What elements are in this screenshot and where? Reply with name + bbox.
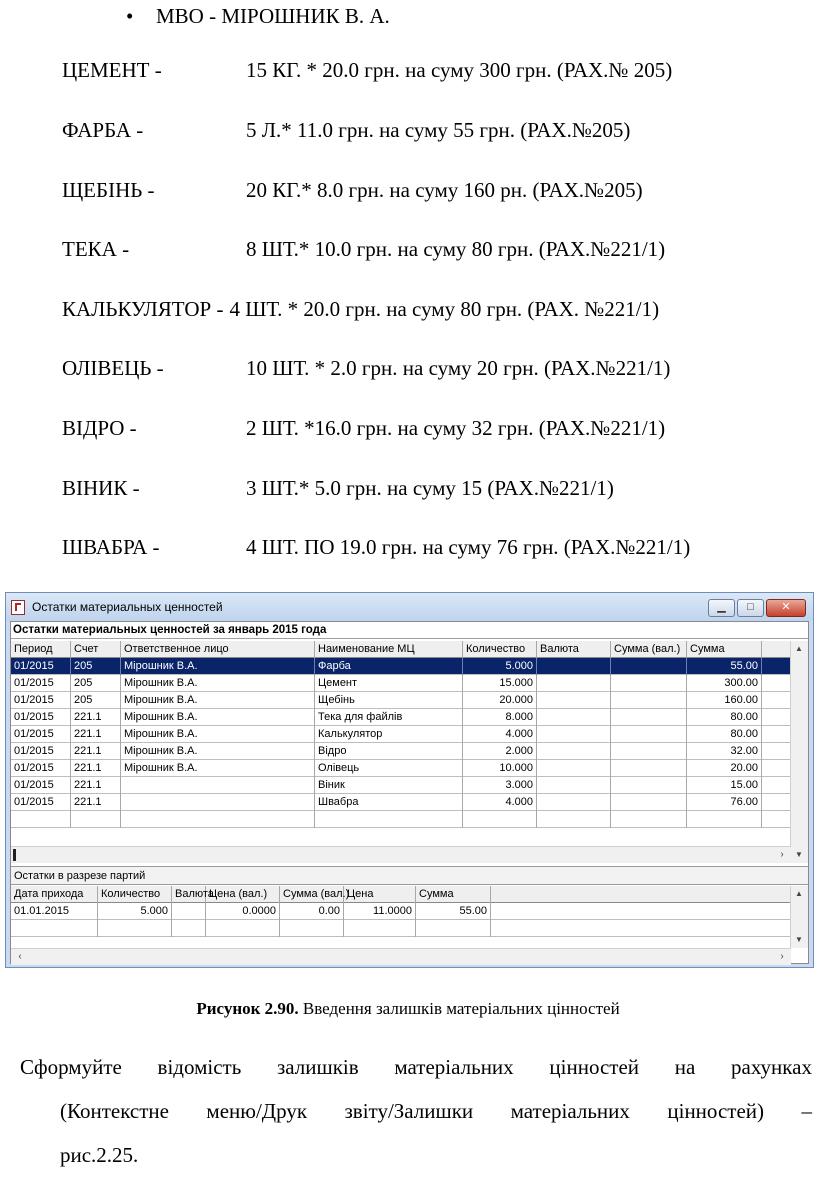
table-cell[interactable]: 160.00 — [687, 692, 762, 709]
material-detail: 10 ШТ. * 2.0 грн. на суму 20 грн. (РАХ.№221/1) — [246, 356, 671, 380]
table-cell[interactable]: 55.00 — [416, 903, 491, 920]
material-line — [62, 535, 691, 563]
table-row[interactable] — [11, 903, 791, 920]
table-cell[interactable]: Олівець — [315, 760, 463, 777]
table-cell[interactable] — [71, 811, 121, 828]
table-row[interactable] — [11, 709, 791, 726]
minimize-button[interactable] — [708, 599, 735, 617]
table-cell[interactable]: 300.00 — [687, 675, 762, 692]
close-button[interactable] — [766, 599, 806, 617]
table-cell[interactable] — [537, 777, 611, 794]
table-header — [11, 641, 791, 658]
table-cell[interactable]: Щебінь — [315, 692, 463, 709]
table-cell[interactable]: 15.00 — [687, 777, 762, 794]
table-cell[interactable]: Мірошник В.А. — [121, 709, 315, 726]
column-header[interactable]: Валюта — [172, 886, 206, 903]
table-cell[interactable] — [11, 920, 98, 937]
table-cell[interactable]: 11.0000 — [344, 903, 416, 920]
table-cell[interactable] — [611, 692, 687, 709]
table-cell[interactable]: 221.1 — [71, 777, 121, 794]
column-header[interactable]: Сумма (вал.) — [280, 886, 344, 903]
table-cell[interactable]: Мірошник В.А. — [121, 743, 315, 760]
instruction-paragraph — [20, 1045, 812, 1177]
column-header[interactable]: Период — [11, 641, 71, 658]
table-cell[interactable]: Калькулятор — [315, 726, 463, 743]
table-cell[interactable] — [537, 675, 611, 692]
table-cell[interactable]: 01/2015 — [11, 760, 71, 777]
table-cell[interactable] — [537, 794, 611, 811]
table-cell[interactable] — [537, 743, 611, 760]
main-hscroll[interactable] — [11, 846, 791, 863]
table-cell[interactable] — [611, 794, 687, 811]
table-cell[interactable] — [537, 811, 611, 828]
material-detail: 8 ШТ.* 10.0 грн. на суму 80 грн. (РАХ.№221/1) — [246, 237, 666, 261]
table-row[interactable] — [11, 743, 791, 760]
material-name: ФАРБА - — [62, 118, 144, 142]
table-cell[interactable]: 8.000 — [463, 709, 537, 726]
paragraph-word: – — [801, 1099, 812, 1123]
material-line — [62, 416, 666, 444]
paragraph-word: Сформуйте — [20, 1055, 122, 1079]
table-cell[interactable]: 221.1 — [71, 794, 121, 811]
column-header[interactable]: Наименование МЦ — [315, 641, 463, 658]
table-cell[interactable] — [121, 777, 315, 794]
maximize-icon: □ — [747, 601, 754, 613]
table-cell[interactable]: 20.00 — [687, 760, 762, 777]
sub-hscroll[interactable] — [11, 948, 791, 965]
table-cell[interactable] — [172, 920, 206, 937]
sub-section-title: Остатки в разрезе партий — [11, 866, 808, 885]
paragraph-word: на — [674, 1055, 696, 1079]
scroll-left-icon[interactable]: ‹ — [18, 951, 22, 962]
material-detail: 4 ШТ. ПО 19.0 грн. на суму 76 грн. (РАХ.№221/1) — [246, 535, 691, 559]
material-detail: 5 Л.* 11.0 грн. на суму 55 грн. (РАХ.№205) — [246, 118, 631, 142]
table-cell[interactable] — [687, 811, 762, 828]
table-cell[interactable] — [611, 726, 687, 743]
table-cell[interactable]: 80.00 — [687, 709, 762, 726]
table-cell[interactable]: Швабра — [315, 794, 463, 811]
table-cell[interactable] — [611, 658, 687, 675]
paragraph-line-1 — [20, 1045, 812, 1089]
table-cell[interactable] — [98, 920, 172, 937]
table-cell[interactable]: 205 — [71, 658, 121, 675]
minimize-icon: ▁ — [717, 601, 726, 613]
table-cell[interactable]: 10.000 — [463, 760, 537, 777]
table-cell[interactable] — [315, 811, 463, 828]
table-cell[interactable]: 5.000 — [463, 658, 537, 675]
material-line — [62, 356, 671, 384]
table-cell[interactable]: 0.00 — [280, 903, 344, 920]
table-cell[interactable] — [11, 811, 71, 828]
sub-vscroll[interactable] — [790, 886, 808, 948]
batches-table — [11, 886, 791, 937]
table-cell[interactable]: 4.000 — [463, 794, 537, 811]
main-vscroll[interactable] — [790, 641, 808, 863]
app-icon — [11, 600, 25, 615]
column-header[interactable]: Счет — [71, 641, 121, 658]
paragraph-word: матеріальних — [394, 1055, 514, 1079]
table-cell[interactable] — [611, 709, 687, 726]
table-cell[interactable]: 221.1 — [71, 743, 121, 760]
remains-table — [11, 641, 791, 828]
material-detail: 15 КГ. * 20.0 грн. на суму 300 грн. (РАХ.№ 205) — [246, 58, 673, 82]
paragraph-word: відомість — [157, 1055, 242, 1079]
table-cell[interactable]: 3.000 — [463, 777, 537, 794]
material-name: ВІДРО - — [62, 416, 137, 440]
table-cell[interactable]: 01/2015 — [11, 726, 71, 743]
caption-label: Рисунок 2.90. — [196, 999, 299, 1018]
table-cell[interactable]: 205 — [71, 692, 121, 709]
material-name: ОЛІВЕЦЬ - — [62, 356, 164, 380]
material-line — [62, 237, 666, 265]
material-detail: 20 КГ.* 8.0 грн. на суму 160 рн. (РАХ.№205) — [246, 178, 643, 202]
table-cell[interactable]: 2.000 — [463, 743, 537, 760]
section-title: Остатки материальных ценностей за январь 2015 года — [11, 622, 808, 639]
table-cell[interactable]: 5.000 — [98, 903, 172, 920]
table-cell[interactable]: 01/2015 — [11, 794, 71, 811]
table-cell[interactable]: 0.0000 — [206, 903, 280, 920]
table-cell[interactable]: 01/2015 — [11, 692, 71, 709]
scroll-down-icon[interactable]: ▼ — [795, 850, 803, 859]
column-header[interactable]: Ответственное лицо — [121, 641, 315, 658]
table-row[interactable] — [11, 692, 791, 709]
table-row[interactable] — [11, 726, 791, 743]
window-titlebar[interactable] — [6, 593, 813, 621]
table-cell[interactable] — [280, 920, 344, 937]
table-cell[interactable]: 221.1 — [71, 760, 121, 777]
table-cell[interactable]: 01/2015 — [11, 743, 71, 760]
table-row[interactable] — [11, 794, 791, 811]
table-cell[interactable] — [537, 709, 611, 726]
paragraph-word: меню/Друк — [206, 1099, 308, 1123]
column-header[interactable]: Сумма (вал.) — [611, 641, 687, 658]
figure-caption — [0, 999, 816, 1019]
table-cell[interactable] — [611, 743, 687, 760]
table-cell[interactable] — [537, 726, 611, 743]
table-cell[interactable] — [537, 760, 611, 777]
table-cell[interactable]: 205 — [71, 675, 121, 692]
table-cell[interactable] — [537, 692, 611, 709]
table-row[interactable] — [11, 760, 791, 777]
table-cell[interactable]: Віник — [315, 777, 463, 794]
material-name: ШВАБРА - — [62, 535, 160, 559]
scroll-right-icon[interactable]: › — [780, 849, 784, 860]
table-cell[interactable]: 01.01.2015 — [11, 903, 98, 920]
table-row[interactable] — [11, 658, 791, 675]
table-cell[interactable] — [611, 777, 687, 794]
table-cell[interactable]: 221.1 — [71, 709, 121, 726]
paragraph-word: залишків — [277, 1055, 359, 1079]
empty-row[interactable] — [11, 920, 791, 937]
material-line — [62, 58, 673, 86]
table-cell[interactable]: Мірошник В.А. — [121, 692, 315, 709]
table-cell[interactable]: 01/2015 — [11, 777, 71, 794]
scroll-down-icon[interactable]: ▼ — [795, 935, 803, 944]
table-cell[interactable]: 01/2015 — [11, 675, 71, 692]
maximize-button[interactable] — [737, 599, 764, 617]
hscroll-thumb[interactable] — [13, 849, 16, 861]
table-cell[interactable] — [121, 811, 315, 828]
table-cell[interactable] — [463, 811, 537, 828]
table-cell[interactable]: Відро — [315, 743, 463, 760]
table-cell[interactable]: Фарба — [315, 658, 463, 675]
table-cell[interactable]: 4.000 — [463, 726, 537, 743]
remains-window — [5, 592, 814, 968]
window-client — [10, 621, 809, 964]
table-cell[interactable]: 221.1 — [71, 726, 121, 743]
table-cell[interactable]: 76.00 — [687, 794, 762, 811]
table-cell[interactable] — [344, 920, 416, 937]
material-name: ТЕКА - — [62, 237, 130, 261]
scroll-up-icon[interactable]: ▲ — [795, 889, 803, 898]
table-cell[interactable]: 15.000 — [463, 675, 537, 692]
material-line — [62, 297, 659, 325]
column-header[interactable]: Дата прихода — [11, 886, 98, 903]
table-row[interactable] — [11, 675, 791, 692]
column-header[interactable]: Количество — [98, 886, 172, 903]
paragraph-line-3: рис.2.25. — [60, 1143, 139, 1167]
scroll-right-icon[interactable]: › — [780, 951, 784, 962]
material-detail: 4 ШТ. * 20.0 грн. на суму 80 грн. (РАХ. №221/1) — [229, 297, 660, 321]
table-cell[interactable]: 01/2015 — [11, 709, 71, 726]
table-cell[interactable]: 20.000 — [463, 692, 537, 709]
material-line — [62, 178, 643, 206]
column-header[interactable]: Валюта — [537, 641, 611, 658]
material-detail: 2 ШТ. *16.0 грн. на суму 32 грн. (РАХ.№221/1) — [246, 416, 666, 440]
paragraph-word: звіту/Залишки — [344, 1099, 474, 1123]
column-header[interactable]: Цена (вал.) — [206, 886, 280, 903]
table-cell[interactable]: 55.00 — [687, 658, 762, 675]
table-cell[interactable]: 80.00 — [687, 726, 762, 743]
table-cell[interactable]: Тека для файлів — [315, 709, 463, 726]
material-name: ВІНИК - — [62, 476, 140, 500]
table-cell[interactable] — [611, 675, 687, 692]
window-title: Остатки материальных ценностей — [32, 600, 223, 614]
table-cell[interactable] — [611, 760, 687, 777]
table-cell[interactable] — [172, 903, 206, 920]
column-header[interactable]: Сумма — [687, 641, 762, 658]
table-cell[interactable] — [416, 920, 491, 937]
column-header[interactable]: Количество — [463, 641, 537, 658]
caption-text: Введення залишків матеріальних цінностей — [298, 999, 620, 1018]
empty-row[interactable] — [11, 811, 791, 828]
table-cell[interactable]: Цемент — [315, 675, 463, 692]
paragraph-word: цінностей — [549, 1055, 640, 1079]
material-line — [62, 118, 631, 146]
close-icon: ✕ — [781, 601, 791, 613]
bullet-icon: • — [126, 4, 134, 28]
column-header[interactable]: Цена — [344, 886, 416, 903]
material-name: ЩЕБІНЬ - — [62, 178, 155, 202]
table-cell[interactable]: 32.00 — [687, 743, 762, 760]
table-cell[interactable]: Мірошник В.А. — [121, 675, 315, 692]
paragraph-line-2 — [20, 1089, 812, 1133]
paragraph-word: цінностей) — [667, 1099, 764, 1123]
table-cell[interactable] — [121, 794, 315, 811]
material-detail: 3 ШТ.* 5.0 грн. на суму 15 (РАХ.№221/1) — [246, 476, 614, 500]
paragraph-word: рахунках — [731, 1055, 812, 1079]
table-cell[interactable] — [611, 811, 687, 828]
table-row[interactable] — [11, 777, 791, 794]
material-name: КАЛЬКУЛЯТОР - — [62, 297, 224, 321]
material-line — [62, 476, 614, 504]
table-cell[interactable] — [537, 658, 611, 675]
table-cell[interactable]: Мірошник В.А. — [121, 726, 315, 743]
table-cell[interactable]: Мірошник В.А. — [121, 760, 315, 777]
paragraph-word: матеріальних — [510, 1099, 630, 1123]
mvo-heading — [126, 4, 390, 29]
table-cell[interactable] — [206, 920, 280, 937]
column-header[interactable]: Сумма — [416, 886, 491, 903]
table-cell[interactable]: 01/2015 — [11, 658, 71, 675]
material-name: ЦЕМЕНТ - — [62, 58, 162, 82]
table-header — [11, 886, 791, 903]
scroll-up-icon[interactable]: ▲ — [795, 644, 803, 653]
table-cell[interactable]: Мірошник В.А. — [121, 658, 315, 675]
mvo-heading-text: МВО - МІРОШНИК В. А. — [156, 4, 390, 28]
paragraph-word: (Контекстне — [60, 1099, 169, 1123]
